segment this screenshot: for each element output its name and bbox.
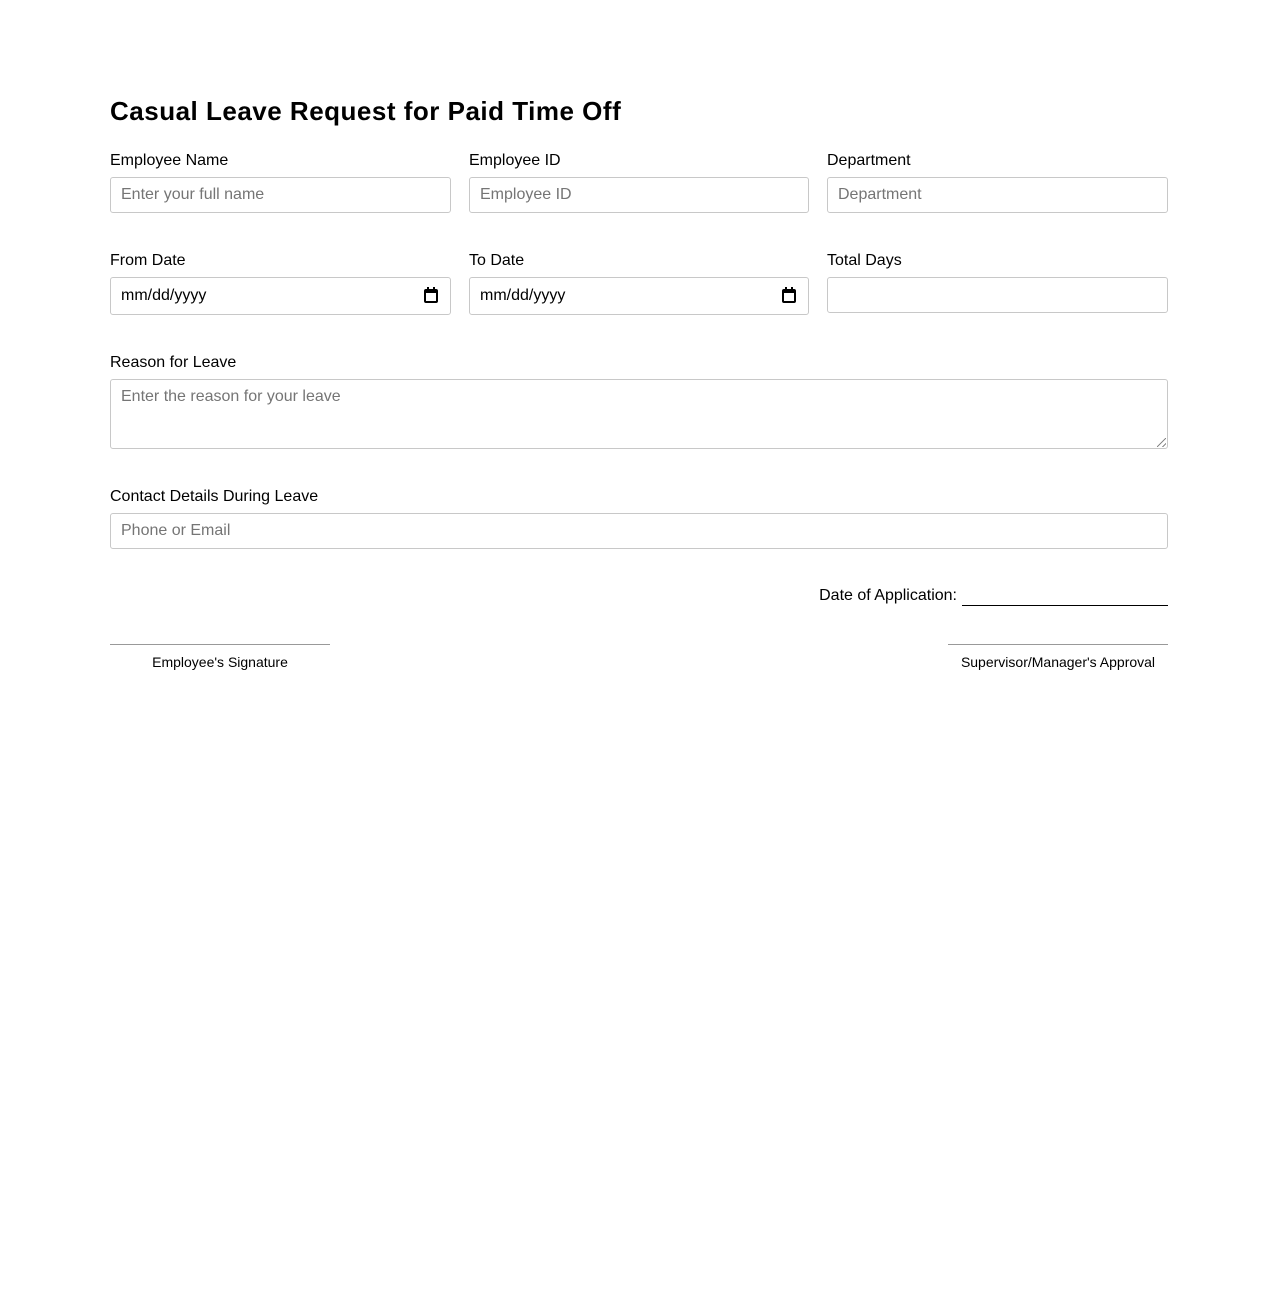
department-input[interactable]: Department bbox=[827, 177, 1168, 213]
contact-group bbox=[110, 488, 1168, 549]
calendar-icon[interactable] bbox=[424, 289, 438, 303]
from-date-value: mm/dd/yyyy bbox=[121, 287, 207, 304]
to-date-label: To Date bbox=[469, 252, 525, 269]
department-label: Department bbox=[827, 152, 911, 169]
date-of-application bbox=[819, 586, 1168, 606]
total-days-group bbox=[827, 252, 1168, 313]
employee-id-label: Employee ID bbox=[469, 152, 561, 169]
resize-handle-icon[interactable] bbox=[1157, 438, 1166, 447]
reason-group bbox=[110, 354, 1168, 449]
employee-name-label: Employee Name bbox=[110, 152, 229, 169]
employee-id-input[interactable]: Employee ID bbox=[469, 177, 809, 213]
employee-signature-line bbox=[110, 644, 330, 670]
from-date-input[interactable] bbox=[110, 277, 451, 315]
from-date-group bbox=[110, 252, 451, 315]
date-of-application-label: Date of Application: bbox=[819, 587, 957, 604]
department-group bbox=[827, 152, 1168, 213]
date-of-application-line bbox=[962, 588, 1168, 606]
employee-signature-label: Employee's Signature bbox=[152, 654, 288, 670]
reason-label: Reason for Leave bbox=[110, 354, 237, 371]
approval-signature-label: Supervisor/Manager's Approval bbox=[960, 654, 1156, 670]
from-date-label: From Date bbox=[110, 252, 186, 269]
calendar-icon[interactable] bbox=[782, 289, 796, 303]
employee-name-group bbox=[110, 152, 451, 213]
to-date-input[interactable] bbox=[469, 277, 809, 315]
to-date-value: mm/dd/yyyy bbox=[480, 287, 566, 304]
page-title: Casual Leave Request for Paid Time Off bbox=[110, 96, 622, 126]
contact-input[interactable]: Phone or Email bbox=[110, 513, 1168, 549]
approval-signature-line bbox=[948, 644, 1168, 670]
contact-label: Contact Details During Leave bbox=[110, 488, 319, 505]
employee-name-input[interactable]: Enter your full name bbox=[110, 177, 451, 213]
reason-textarea[interactable] bbox=[110, 379, 1168, 449]
to-date-group bbox=[469, 252, 809, 315]
total-days-input[interactable] bbox=[827, 277, 1168, 313]
employee-id-group bbox=[469, 152, 809, 213]
reason-placeholder: Enter the reason for your leave bbox=[121, 388, 341, 405]
total-days-label: Total Days bbox=[827, 252, 902, 269]
